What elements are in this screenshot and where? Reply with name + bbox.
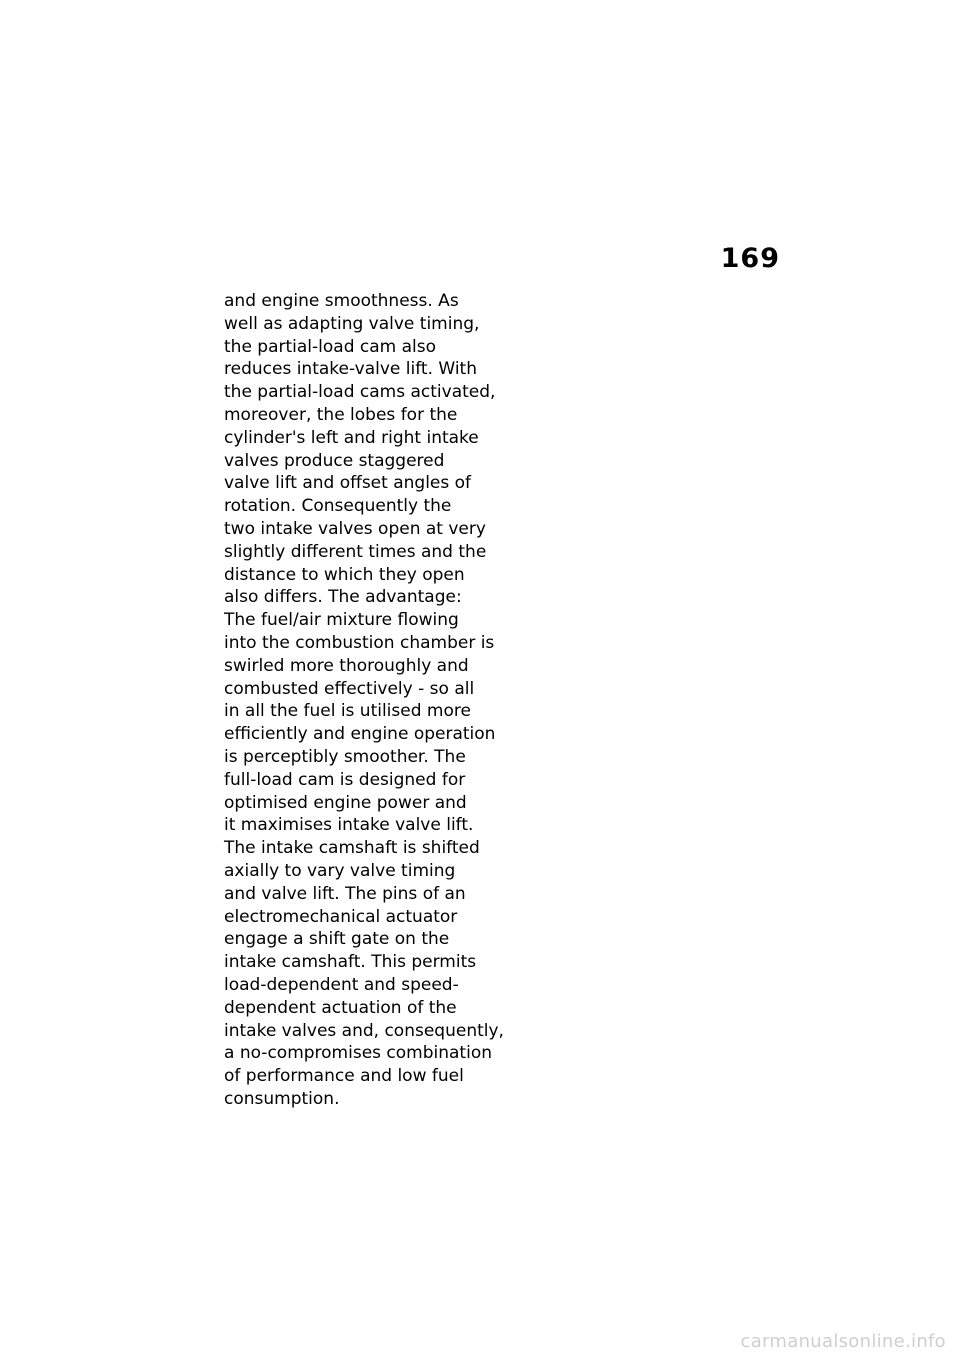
text-line: intake camshaft. This permits bbox=[224, 952, 477, 973]
text-line: distance to which they open bbox=[224, 564, 465, 585]
text-line: The fuel/air mixture flowing bbox=[224, 610, 459, 631]
text-line: engage a shift gate on the bbox=[224, 929, 450, 950]
text-line: combusted effectively - so all bbox=[224, 678, 475, 699]
text-line: The intake camshaft is shifted bbox=[224, 838, 480, 859]
text-line: rotation. Consequently the bbox=[224, 496, 452, 517]
text-line: of performance and low fuel bbox=[224, 1066, 464, 1087]
text-line: also differs. The advantage: bbox=[224, 587, 462, 608]
text-line: load-dependent and speed- bbox=[224, 974, 459, 995]
text-line: full-load cam is designed for bbox=[224, 769, 466, 790]
text-line: dependent actuation of the bbox=[224, 997, 457, 1018]
text-line: valve lift and offset angles of bbox=[224, 473, 472, 494]
text-line: consumption. bbox=[224, 1088, 340, 1109]
text-line: swirled more thoroughly and bbox=[224, 655, 469, 676]
text-line: a no-compromises combination bbox=[224, 1043, 492, 1064]
text-line: axially to vary valve timing bbox=[224, 860, 456, 881]
text-line: the partial-load cam also bbox=[224, 336, 437, 357]
text-line: and valve lift. The pins of an bbox=[224, 883, 466, 904]
text-line: reduces intake-valve lift. With bbox=[224, 359, 477, 380]
text-line: slightly different times and the bbox=[224, 541, 487, 562]
text-line: moreover, the lobes for the bbox=[224, 404, 458, 425]
text-line: well as adapting valve timing, bbox=[224, 313, 480, 334]
text-line: two intake valves open at very bbox=[224, 518, 486, 539]
text-line: the partial-load cams activated, bbox=[224, 382, 496, 403]
text-line: efficiently and engine operation bbox=[224, 724, 496, 745]
text-line: in all the fuel is utilised more bbox=[224, 701, 471, 722]
body-paragraph bbox=[224, 290, 524, 1111]
text-line: and engine smoothness. As bbox=[224, 291, 459, 311]
text-line: is perceptibly smoother. The bbox=[224, 746, 466, 767]
text-line: intake valves and, consequently, bbox=[224, 1020, 504, 1041]
text-line: into the combustion chamber is bbox=[224, 632, 495, 653]
watermark: carmanualsonline.info bbox=[740, 1331, 946, 1352]
text-line: cylinder's left and right intake bbox=[224, 427, 479, 448]
text-line: electromechanical actuator bbox=[224, 906, 458, 927]
page-number: 169 bbox=[720, 243, 780, 274]
text-line: optimised engine power and bbox=[224, 792, 467, 813]
text-line: it maximises intake valve lift. bbox=[224, 815, 474, 836]
text-line: valves produce staggered bbox=[224, 450, 445, 471]
